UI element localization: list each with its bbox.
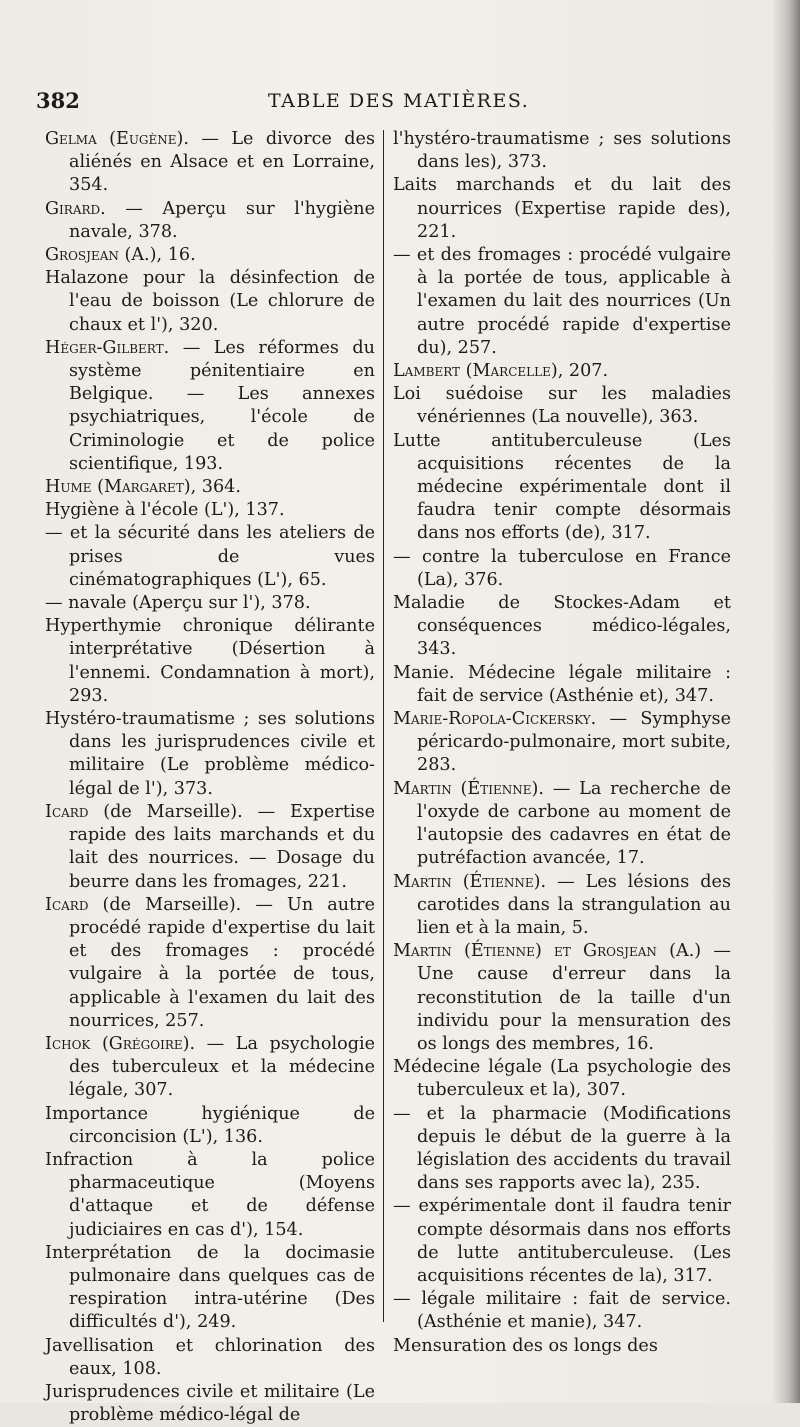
index-entry xyxy=(393,244,731,360)
entry-text: Lutte antituberculeuse (Les acquisitions récentes de la médecine expérimentale dont il faudra tenir compte désormais dans nos efforts (de), 317. xyxy=(393,430,731,544)
entry-text: Javellisation et chlorination des eaux, 108. xyxy=(45,1335,375,1379)
entry-text: — Symphyse péricardo-pulmonaire, mort subite, 283. xyxy=(417,709,731,776)
index-entry xyxy=(393,1288,731,1334)
author-name: Ichok (Grégoire). xyxy=(45,1033,196,1054)
entry-text: — contre la tuberculose en France (La), 376. xyxy=(393,546,731,590)
entry-text: — légale militaire : fait de service. (Asthénie et manie), 347. xyxy=(393,1289,731,1333)
entry-text: — Une cause d'erreur dans la reconstitution de la taille d'un individu pour la mensuration des os longs des membres, 16. xyxy=(417,941,731,1054)
index-entry xyxy=(45,522,375,592)
entry-text: Hyperthymie chronique délirante interprétative (Désertion à l'ennemi. Condamnation à mort), 293. xyxy=(45,616,375,706)
entry-text: Médecine légale (La psychologie des tuberculeux et la), 307. xyxy=(393,1057,731,1101)
entry-text: 364. xyxy=(196,477,241,498)
entry-text: Laits marchands et du lait des nourrices (Expertise rapide des), 221. xyxy=(393,175,731,242)
index-entry xyxy=(45,128,375,198)
index-entry xyxy=(45,1033,375,1103)
author-name: Icard xyxy=(45,894,89,915)
index-entry xyxy=(393,1103,731,1196)
entry-text: Manie. Médecine légale militaire : fait de service (Asthénie et), 347. xyxy=(393,662,731,706)
entry-text: — et la pharmacie (Modifications depuis le début de la guerre à la législation des accidents du travail dans ses rapports avec la), 235. xyxy=(393,1103,731,1194)
author-name: Icard xyxy=(45,801,89,822)
index-entry xyxy=(393,1056,731,1102)
index-entry xyxy=(45,592,375,615)
index-entry xyxy=(45,244,375,267)
entry-text: Hygiène à l'école (L'), 137. xyxy=(45,500,285,521)
page-gutter-shadow xyxy=(772,0,800,1403)
entry-text: — et la sécurité dans les ateliers de prises de vues cinématographiques (L'), 65. xyxy=(45,523,375,590)
page-number: 382 xyxy=(36,88,80,113)
index-entry xyxy=(393,940,731,1056)
entry-text: 16. xyxy=(162,245,196,266)
running-title: TABLE DES MATIÈRES. xyxy=(268,90,530,112)
author-name: Martin (Étienne). xyxy=(393,778,544,799)
entry-text: — La psychologie des tuberculeux et la médecine légale, 307. xyxy=(69,1033,375,1101)
index-entry xyxy=(393,871,731,941)
entry-text: l'hystéro-traumatisme ; ses solutions dans les), 373. xyxy=(393,129,731,173)
index-entry xyxy=(393,662,731,708)
index-entry xyxy=(393,430,731,546)
index-entry xyxy=(393,708,731,778)
author-name: Martin (Étienne). xyxy=(393,871,547,892)
index-entry xyxy=(393,1195,731,1288)
index-entry xyxy=(393,592,731,662)
entry-text: Jurisprudences civile et militaire (Le problème médico-légal de xyxy=(45,1381,375,1426)
entry-text: (de Marseille). — Un autre procédé rapide d'expertise du lait et des fromages : procédé vulgaire à la portée de tous, applicable à l'examen du lait des nourrices, 257. xyxy=(69,894,375,1031)
entry-text: 207. xyxy=(563,361,609,382)
index-entry xyxy=(45,1242,375,1335)
index-entry xyxy=(393,174,731,244)
column-divider xyxy=(383,130,384,1322)
entry-text: — Aperçu sur l'hygiène navale, 378. xyxy=(69,198,375,242)
index-entry xyxy=(45,1381,375,1427)
entry-text: Loi suédoise sur les maladies vénériennes (La nouvelle), 363. xyxy=(393,384,731,428)
index-column-left xyxy=(45,128,375,1427)
author-name: Héger-Gilbert. xyxy=(45,337,170,358)
index-entry xyxy=(393,383,731,429)
entry-text: — Le divorce des aliénés en Alsace et en Lorraine, 354. xyxy=(69,129,375,196)
index-entry xyxy=(45,267,375,337)
index-entry xyxy=(393,546,731,592)
entry-text: Maladie de Stockes-Adam et conséquences médico-légales, 343. xyxy=(393,593,731,660)
author-name: Hume (Margaret), xyxy=(45,477,197,498)
index-entry xyxy=(45,198,375,244)
entry-text: Halazone pour la désinfection de l'eau de boisson (Le chlorure de chaux et l'), 320. xyxy=(45,268,375,335)
author-name: Martin (Étienne) et Grosjean (A.) xyxy=(393,941,702,962)
index-entry xyxy=(45,1335,375,1381)
index-entry xyxy=(393,778,731,871)
index-entry xyxy=(45,476,375,499)
entry-text: Interprétation de la docimasie pulmonaire dans quelques cas de respiration intra-utérine (Des difficultés d'), 249. xyxy=(45,1242,375,1333)
index-entry xyxy=(45,499,375,522)
author-name: Marie-Ropola-Cickersky. xyxy=(393,709,597,730)
index-entry xyxy=(393,1335,731,1358)
entry-text: — Les réformes du système pénitentiaire en Belgique. — Les annexes psychiatriques, l'école de Criminologie et de police scientifique, 193. xyxy=(69,337,375,474)
index-entry xyxy=(45,1149,375,1242)
entry-text: — et des fromages : procédé vulgaire à la portée de tous, applicable à l'examen du lait des nourrices (Un autre procédé rapide d'expertise du), 257. xyxy=(393,245,731,358)
author-name: Lambert (Marcelle), xyxy=(393,361,564,382)
index-entry xyxy=(45,1103,375,1149)
entry-text: — expérimentale dont il faudra tenir compte désormais dans nos efforts de lutte antituberculeuse. (Les acquisitions récentes de la), 317. xyxy=(393,1196,731,1286)
index-entry xyxy=(393,128,731,174)
index-entry xyxy=(45,708,375,801)
index-entry xyxy=(45,801,375,894)
entry-text: Hystéro-traumatisme ; ses solutions dans les jurisprudences civile et militaire (Le problème médico-légal de l'), 373. xyxy=(45,709,375,799)
page-header xyxy=(36,88,726,122)
entry-text: (de Marseille). — Expertise rapide des laits marchands et du lait des nourrices. — Dosage du beurre dans les fromages, 221. xyxy=(69,801,375,892)
index-entry xyxy=(393,360,731,383)
index-entry xyxy=(45,615,375,708)
index-entry xyxy=(45,894,375,1033)
index-entry xyxy=(45,337,375,476)
author-name: Gelma (Eugène). xyxy=(45,129,189,149)
entry-text: Importance hygiénique de circoncision (L'), 136. xyxy=(45,1103,375,1147)
entry-text: Infraction à la police pharmaceutique (Moyens d'attaque et de défense judiciaires en cas d'), 154. xyxy=(45,1149,375,1240)
index-column-right xyxy=(393,128,731,1358)
author-name: Girard. xyxy=(45,198,106,219)
entry-text: — La recherche de l'oxyde de carbone au moment de l'autopsie des cadavres en état de putréfaction avancée, 17. xyxy=(417,778,731,869)
entry-text: — navale (Aperçu sur l'), 378. xyxy=(45,593,311,614)
entry-text: Mensuration des os longs des xyxy=(393,1335,658,1356)
entry-text: — Les lésions des carotides dans la strangulation au lien et à la main, 5. xyxy=(417,871,731,938)
author-name: Grosjean (A.), xyxy=(45,245,163,266)
